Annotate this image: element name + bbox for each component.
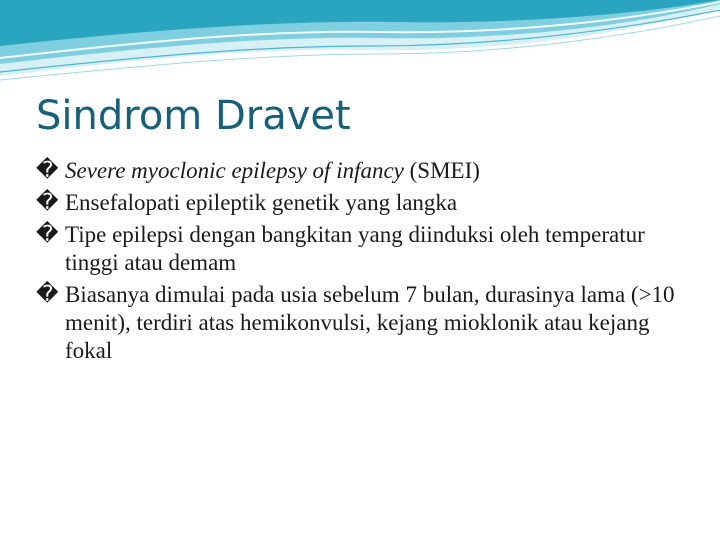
bullet-list: [36, 157, 696, 369]
bullet-item-tipe: [36, 221, 696, 277]
header-wave-decoration: [0, 0, 720, 90]
bullet-text: Ensefalopati epileptik genetik yang langka: [65, 190, 458, 215]
bullet-item-smei: [36, 157, 696, 185]
bullet-text: Biasanya dimulai pada usia sebelum 7 bulan, durasinya lama (>10 menit), terdiri atas hemikonvulsi, kejang mioklonik atau kejang fokal: [65, 282, 675, 363]
bullet-marker-icon: �: [36, 282, 59, 307]
bullet-text: Tipe epilepsi dengan bangkitan yang diinduksi oleh temperatur tinggi atau demam: [65, 222, 645, 275]
bullet-marker-icon: �: [36, 158, 59, 183]
bullet-italic-text: Severe myoclonic epilepsy of infancy: [65, 158, 404, 183]
bullet-item-ensefalopati: [36, 189, 696, 217]
bullet-item-onset: [36, 281, 696, 365]
slide-title: Sindrom Dravet: [36, 93, 351, 139]
bullet-marker-icon: �: [36, 190, 59, 215]
bullet-text: (SMEI): [403, 158, 480, 183]
bullet-marker-icon: �: [36, 222, 59, 247]
